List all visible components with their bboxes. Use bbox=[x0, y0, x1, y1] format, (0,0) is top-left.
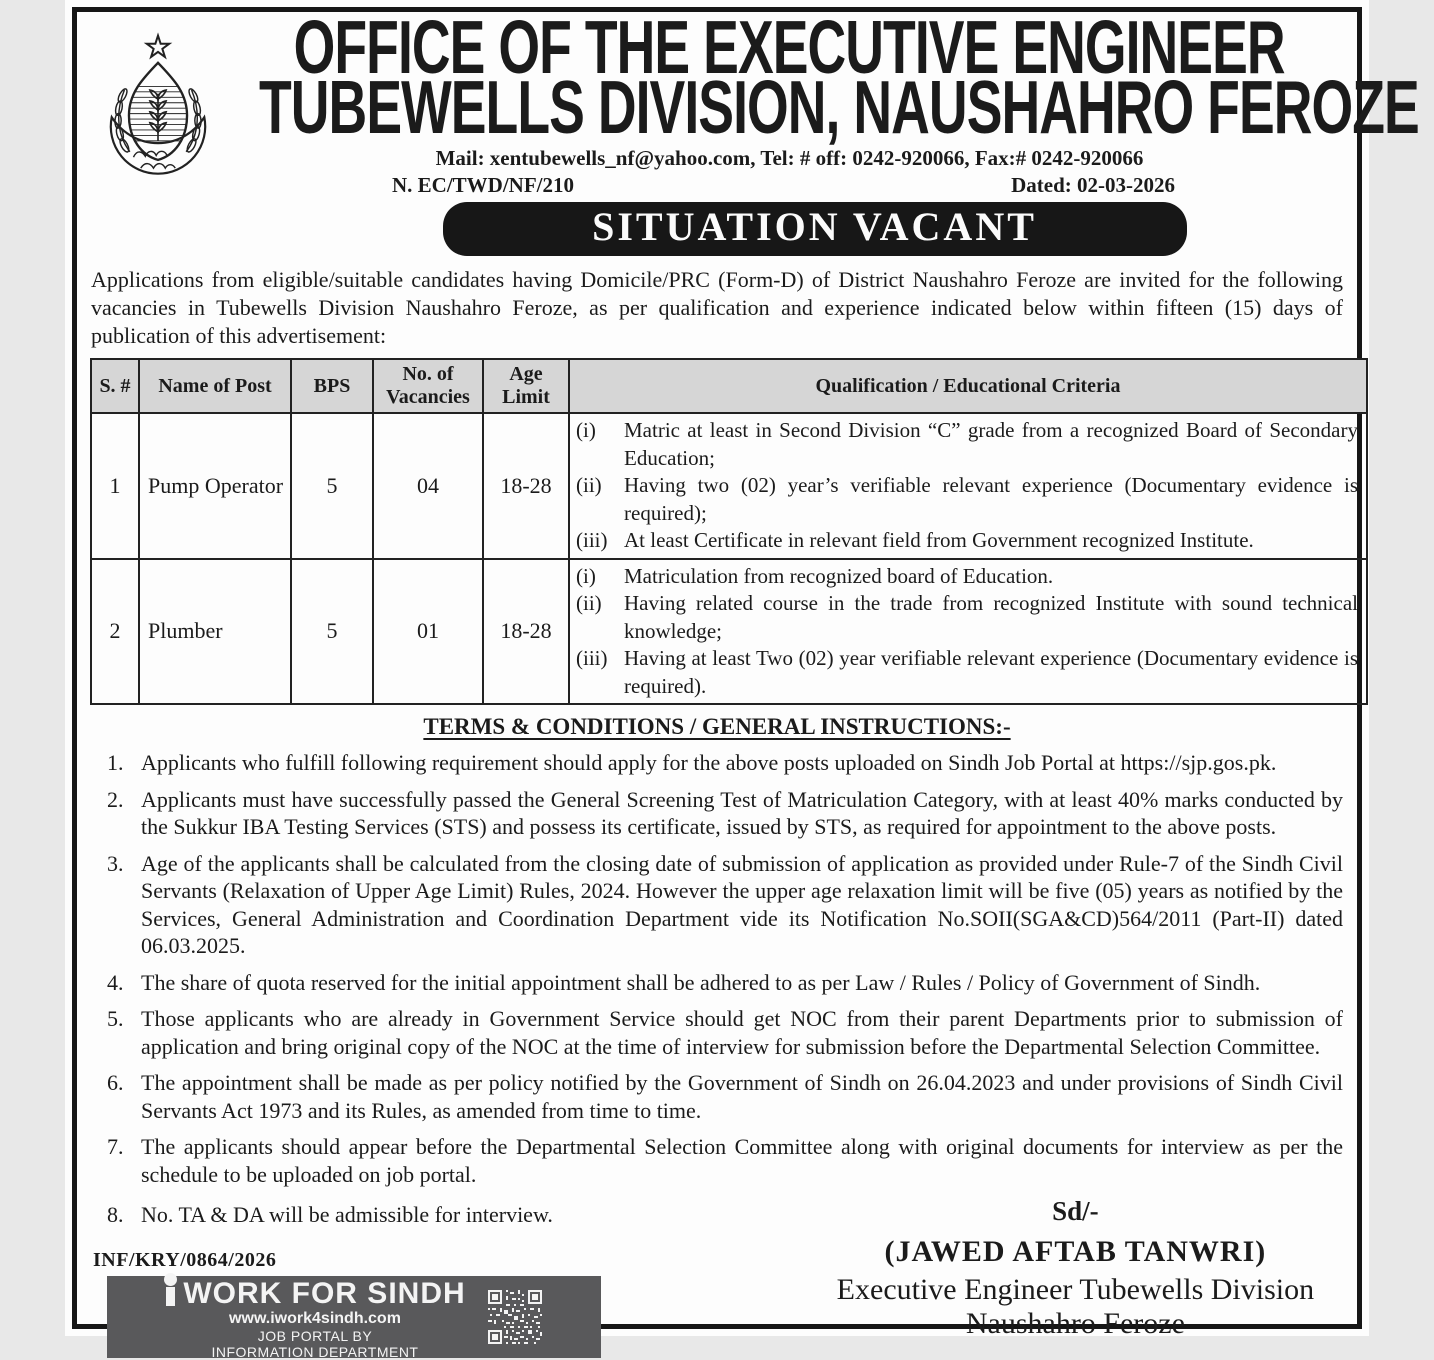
term-item-7 bbox=[107, 1133, 1343, 1188]
col-header-age: Age Limit bbox=[483, 359, 569, 413]
office-title-line1-text: OFFICE OF THE EXECUTIVE ENGINEER bbox=[293, 5, 1286, 91]
cell-post: Plumber bbox=[139, 559, 291, 705]
col-header-sno: S. # bbox=[91, 359, 139, 413]
criteria-text: Having at least Two (02) year verifiable relevant experience (Documentary evidence is required). bbox=[624, 646, 1358, 698]
dated-label: Dated: 02-03-2026 bbox=[1011, 173, 1175, 197]
signature-sd: Sd/- bbox=[1052, 1196, 1099, 1226]
office-title-line2-text: TUBEWELLS DIVISION, NAUSHAHRO FEROZE bbox=[259, 65, 1419, 151]
term-text: The appointment shall be made as per policy notified by the Government of Sindh on 26.04.2023 and under provisions of Sindh Civil Servants Act 1973 and its Rules, as amended from time to time. bbox=[141, 1070, 1343, 1123]
criteria-text: Matriculation from recognized board of Education. bbox=[624, 563, 1054, 588]
term-item-6 bbox=[107, 1069, 1343, 1124]
reference-row bbox=[222, 171, 1357, 198]
qr-code-icon bbox=[486, 1288, 544, 1346]
criteria-marker: (iii) bbox=[576, 528, 608, 552]
term-number: 4. bbox=[107, 969, 124, 995]
criteria-item bbox=[576, 527, 1358, 555]
term-number: 3. bbox=[107, 850, 124, 876]
cell-criteria bbox=[569, 559, 1367, 705]
term-text: The applicants should appear before the Departmental Selection Committee along with original documents for interview as per the schedule to be uploaded on job portal. bbox=[141, 1134, 1343, 1187]
term-number: 1. bbox=[107, 750, 124, 775]
term-number: 8. bbox=[107, 1202, 124, 1227]
term-item-4 bbox=[107, 969, 1343, 997]
term-item-3 bbox=[107, 850, 1343, 960]
term-item-2 bbox=[107, 786, 1343, 841]
sindh-government-emblem-icon bbox=[99, 26, 217, 194]
term-item-5 bbox=[107, 1005, 1343, 1060]
cell-sno: 2 bbox=[91, 559, 139, 705]
table-row bbox=[91, 559, 1367, 705]
vacant-banner-wrap bbox=[222, 202, 1357, 256]
term-number: 7. bbox=[107, 1134, 124, 1159]
portal-subline-2: INFORMATION DEPARTMENT bbox=[211, 1344, 419, 1360]
iwork-i-icon bbox=[164, 1273, 177, 1309]
cell-age: 18-28 bbox=[483, 413, 569, 559]
cell-age: 18-28 bbox=[483, 559, 569, 705]
criteria-marker: (ii) bbox=[576, 473, 602, 497]
term-item-8 bbox=[107, 1201, 780, 1229]
signature-title: Executive Engineer Tubewells Division bbox=[836, 1273, 1315, 1306]
portal-website: www.iwork4sindh.com bbox=[229, 1310, 401, 1327]
term-text: Applicants who fulfill following requirement should apply for the above posts uploaded on Sindh Job Portal at https://sjp.gos.pk. bbox=[141, 750, 1277, 775]
criteria-item bbox=[576, 417, 1358, 472]
criteria-item bbox=[576, 590, 1358, 645]
signature-name: (JAWED AFTAB TANWRI) bbox=[884, 1235, 1267, 1268]
iwork-for-sindh-banner bbox=[107, 1276, 601, 1358]
cell-post: Pump Operator bbox=[139, 413, 291, 559]
criteria-marker: (i) bbox=[576, 563, 596, 588]
criteria-marker: (ii) bbox=[576, 591, 602, 615]
col-header-vacancies: No. of Vacancies bbox=[373, 359, 483, 413]
office-title-line2 bbox=[222, 65, 1419, 151]
vacancy-table bbox=[90, 358, 1368, 705]
cell-sno: 1 bbox=[91, 413, 139, 559]
cell-vacancies: 01 bbox=[373, 559, 483, 705]
advertisement-frame bbox=[72, 5, 1419, 1360]
criteria-marker: (i) bbox=[576, 418, 596, 442]
criteria-marker: (iii) bbox=[576, 646, 608, 670]
criteria-item bbox=[576, 472, 1358, 527]
term-number: 5. bbox=[107, 1006, 124, 1031]
criteria-text: At least Certificate in relevant field from Government recognized Institute. bbox=[624, 528, 1254, 552]
table-header-row bbox=[91, 359, 1367, 413]
term-text: Applicants must have successfully passed the General Screening Test of Matriculation Category, with at least 40% marks conducted by the Sukkur IBA Testing Services (STS) and possess its certificate, issued by STS, as required for appointment to the above posts. bbox=[141, 786, 1343, 839]
advertisement-page bbox=[65, 0, 1419, 1360]
cell-bps: 5 bbox=[291, 559, 373, 705]
table-row bbox=[91, 413, 1367, 559]
bottom-section bbox=[77, 1192, 1357, 1358]
contact-line: Mail: xentubewells_nf@yahoo.com, Tel: # off: 0242-920066, Fax:# 0242-920066 bbox=[435, 146, 1144, 170]
col-header-criteria: Qualification / Educational Criteria bbox=[569, 359, 1367, 413]
situation-vacant-banner: SITUATION VACANT bbox=[443, 202, 1187, 256]
term-number: 2. bbox=[107, 786, 124, 812]
cell-bps: 5 bbox=[291, 413, 373, 559]
criteria-item bbox=[576, 563, 1358, 591]
header bbox=[77, 5, 1419, 256]
portal-subline-1: JOB PORTAL BY bbox=[257, 1328, 373, 1344]
term-text: Those applicants who are already in Government Service should get NOC from their parent Departments prior to submission of application and bring original copy of the NOC at the time of interview for submission before the Departmental Selection Committee. bbox=[141, 1006, 1343, 1059]
criteria-text: Having two (02) year’s verifiable relevant experience (Documentary evidence is required); bbox=[624, 473, 1358, 525]
header-text bbox=[222, 5, 1419, 256]
terms-heading: TERMS & CONDITIONS / GENERAL INSTRUCTIONS:- bbox=[423, 714, 1011, 739]
criteria-text: Having related course in the trade from recognized Institute with sound technical knowledge; bbox=[624, 591, 1358, 643]
criteria-item bbox=[576, 645, 1358, 700]
term-number: 6. bbox=[107, 1070, 124, 1095]
term-text: No. TA & DA will be admissible for interview. bbox=[141, 1202, 553, 1227]
portal-text-block bbox=[164, 1273, 465, 1360]
term-text: The share of quota reserved for the initial appointment shall be adhered to as per Law / Rules / Policy of Government of Sindh. bbox=[141, 969, 1261, 995]
bottom-left bbox=[77, 1192, 794, 1358]
signature-place: Naushahro Feroze bbox=[965, 1307, 1185, 1340]
cell-vacancies: 04 bbox=[373, 413, 483, 559]
col-header-post: Name of Post bbox=[139, 359, 291, 413]
term-item-1 bbox=[107, 749, 1343, 777]
reference-number: N. EC/TWD/NF/210 bbox=[392, 173, 575, 197]
portal-brand-row bbox=[164, 1273, 465, 1309]
criteria-text: Matric at least in Second Division “C” grade from a recognized Board of Secondary Education; bbox=[624, 418, 1358, 470]
intro-paragraph: Applications from eligible/suitable candidates having Domicile/PRC (Form-D) of District Naushahro Feroze are invited for the following vacancies in Tubewells Division Naushahro Feroze, as per qualification and experience indicated below within fifteen (15) days of publication of this advertisement: bbox=[91, 267, 1343, 348]
cell-criteria bbox=[569, 413, 1367, 559]
col-header-bps: BPS bbox=[291, 359, 373, 413]
signature-block bbox=[794, 1192, 1357, 1358]
term-text: Age of the applicants shall be calculated from the closing date of submission of application as provided under Rule-7 of the Sindh Civil Servants (Relaxation of Upper Age Limit) Rules, 2024. However the upper age relaxation limit will be five (05) years as notified by the Services, General Administration and Coordination Department vide its Notification No.SOII(SGA&CD)564/2011 (Part-II) dated 06.03.2025. bbox=[141, 850, 1343, 958]
inf-reference-number: INF/KRY/0864/2026 bbox=[93, 1248, 277, 1271]
portal-brand: WORK FOR SINDH bbox=[183, 1277, 466, 1310]
